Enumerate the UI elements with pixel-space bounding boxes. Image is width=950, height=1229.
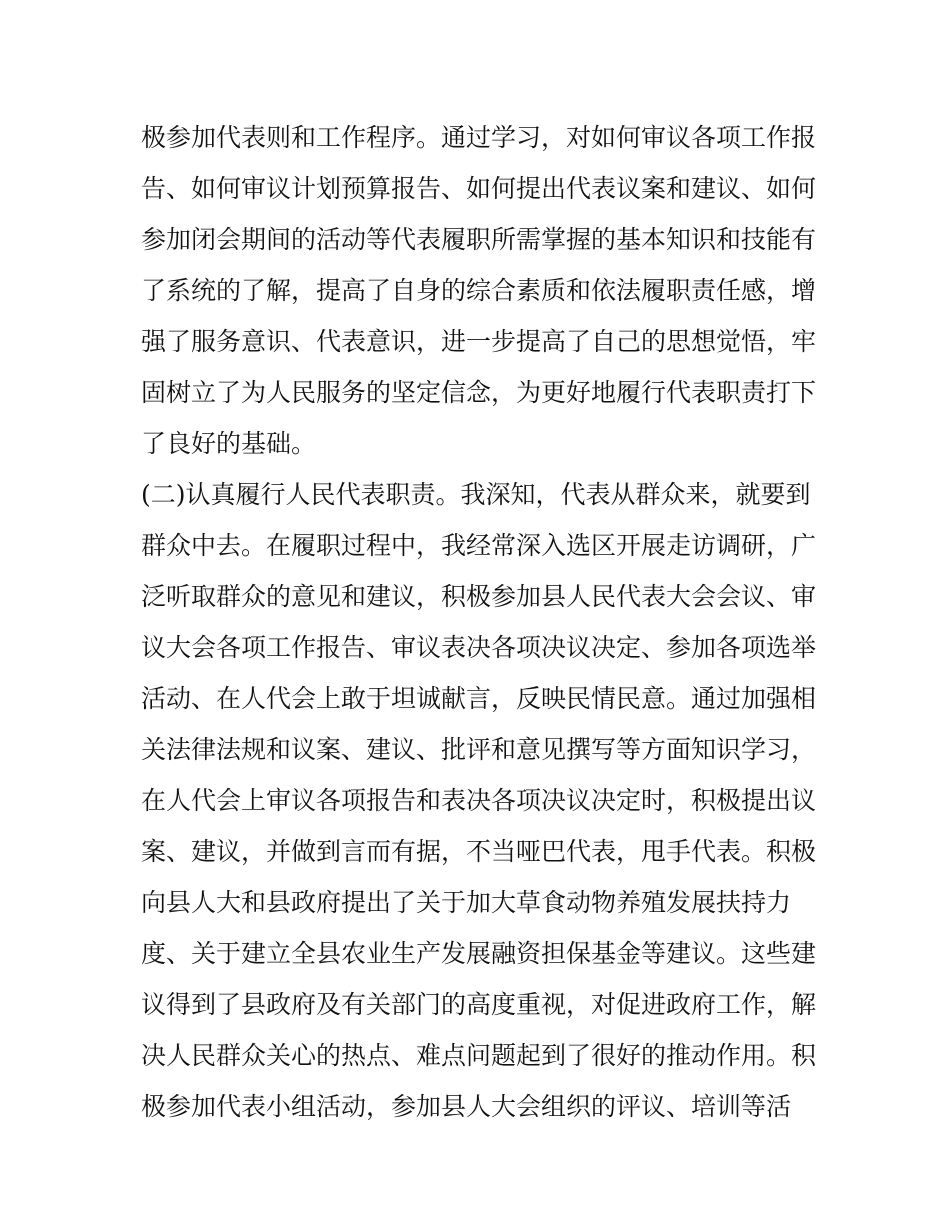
text-line: 告、如何审议计划预算报告、如何提出代表议案和建议、如何 bbox=[141, 174, 817, 203]
section-heading-line: (二)认真履行人民代表职责。我深知，代表从群众来，就要到 bbox=[141, 480, 811, 509]
text-line: 决人民群众关心的热点、难点问题起到了很好的推动作用。积 bbox=[141, 1041, 817, 1070]
text-line: 极参加代表则和工作程序。通过学习，对如何审议各项工作报 bbox=[141, 123, 817, 152]
text-line: 议得到了县政府及有关部门的高度重视，对促进政府工作，解 bbox=[141, 990, 817, 1019]
text-line: 参加闭会期间的活动等代表履职所需掌握的基本知识和技能有 bbox=[141, 225, 817, 254]
text-line: 群众中去。在履职过程中，我经常深入选区开展走访调研，广 bbox=[141, 531, 817, 560]
text-line: 强了服务意识、代表意识，进一步提高了自己的思想觉悟，牢 bbox=[141, 327, 817, 356]
text-line: 关法律法规和议案、建议、批评和意见撰写等方面知识学习， bbox=[141, 735, 817, 764]
text-line: 议大会各项工作报告、审议表决各项决议决定、参加各项选举 bbox=[141, 633, 817, 662]
text-line: 泛听取群众的意见和建议，积极参加县人民代表大会会议、审 bbox=[141, 582, 817, 611]
text-line: 固树立了为人民服务的坚定信念，为更好地履行代表职责打下 bbox=[141, 378, 817, 407]
text-line: 度、关于建立全县农业生产发展融资担保基金等建议。这些建 bbox=[141, 939, 817, 968]
body-text bbox=[141, 112, 821, 1132]
text-line: 在人代会上审议各项报告和表决各项决议决定时，积极提出议 bbox=[141, 786, 817, 815]
text-line: 案、建议，并做到言而有据，不当哑巴代表，甩手代表。积极 bbox=[141, 837, 817, 866]
text-line: 向县人大和县政府提出了关于加大草食动物养殖发展扶持力 bbox=[141, 888, 792, 917]
text-line: 了良好的基础。 bbox=[141, 429, 317, 458]
text-line: 极参加代表小组活动，参加县人大会组织的评议、培训等活 bbox=[141, 1092, 792, 1121]
text-line: 活动、在人代会上敢于坦诚献言，反映民情民意。通过加强相 bbox=[141, 684, 817, 713]
text-line: 了系统的了解，提高了自身的综合素质和依法履职责任感，增 bbox=[141, 276, 817, 305]
